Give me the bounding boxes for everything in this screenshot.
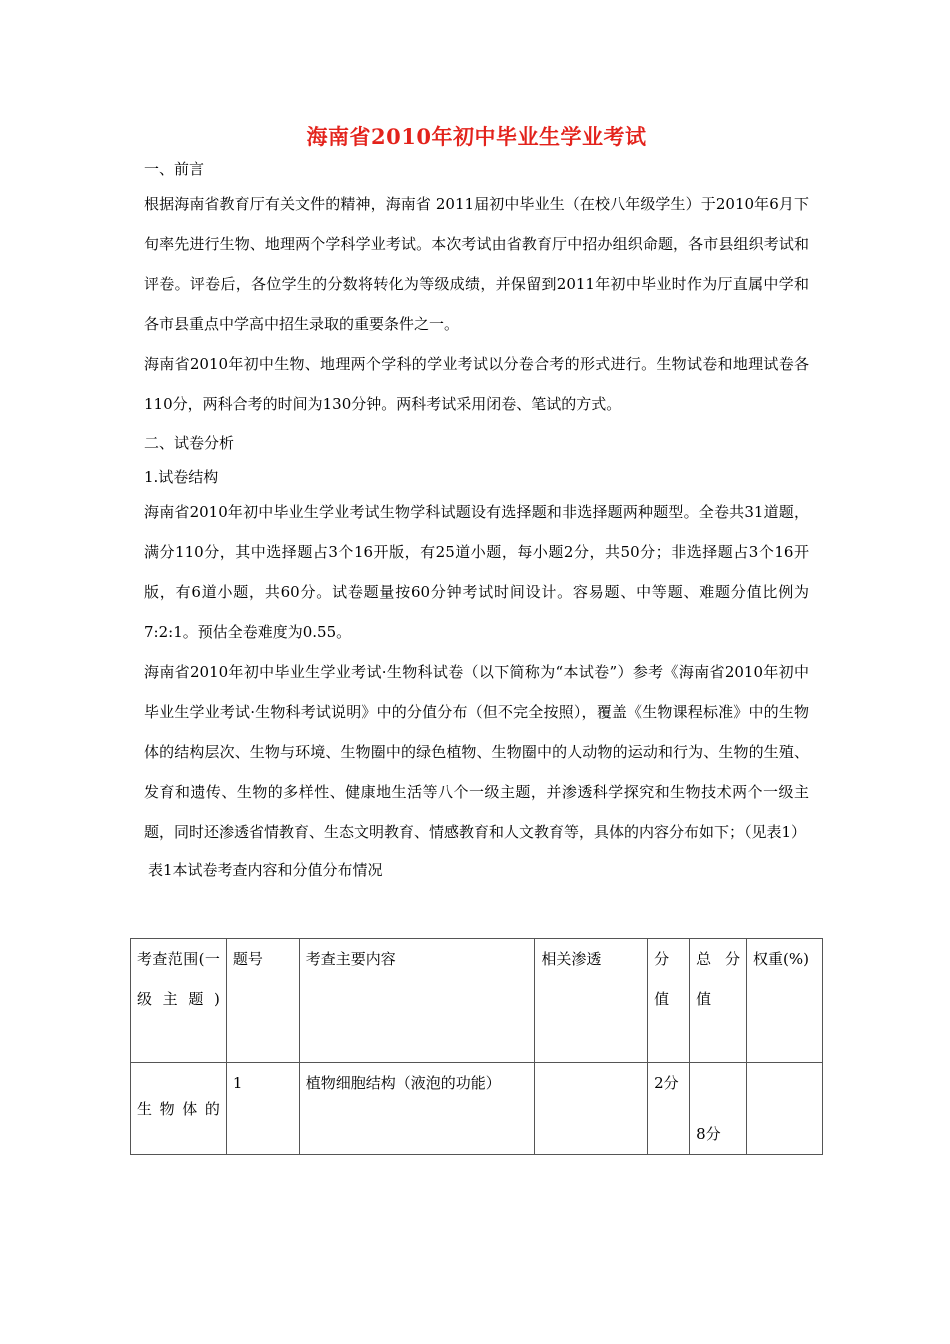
paragraph-4: 海南省2010年初中毕业生学业考试·生物科试卷（以下简称为“本试卷”）参考《海南省2010年初中毕业生学业考试·生物科考试说明》中的分值分布（但不完全按照），覆盖《生物课程标准》中的生物体的结构层次、生物与环境、生物圈中的绿色植物、生物圈中的人动物的运动和行为、生物的生殖、发育和遗传、生物的多样性、健康地生活等八个一级主题，并渗透科学探究和生物技术两个一级主题，同时还渗透省情教育、生态文明教育、情感教育和人文教育等，具体的内容分布如下；（见表1） — [144, 663, 809, 841]
cell-total: 8分 — [690, 1063, 747, 1155]
header-scope: 考查范围(一级主题) — [131, 939, 227, 1063]
header-points: 分值 — [648, 939, 690, 1063]
header-number: 题号 — [226, 939, 299, 1063]
header-total: 总 分值 — [690, 939, 747, 1063]
document-body — [144, 120, 809, 884]
cell-related — [535, 1063, 648, 1155]
header-weight: 权重(%) — [747, 939, 823, 1063]
content-distribution-table — [130, 938, 823, 1155]
cell-points: 2分 — [648, 1063, 690, 1155]
paragraph-3: 海南省2010年初中毕业生学业考试生物学科试题设有选择题和非选择题两种题型。全卷共31道题，满分110分，其中选择题占3个16开版，有25道小题，每小题2分，共50分；非选择题占3个16开版，有6道小题，共60分。试卷题量按60分钟考试时间设计。容易题、中等题、难题分值比例为7:2:1。预估全卷难度为0.55。 — [144, 503, 809, 641]
section-heading-preface: 一、前言 — [144, 160, 205, 178]
header-content: 考查主要内容 — [299, 939, 535, 1063]
table-header-row — [131, 939, 823, 1063]
cell-weight — [747, 1063, 823, 1155]
cell-content: 植物细胞结构（液泡的功能） — [299, 1063, 535, 1155]
cell-scope: 生物体的 — [131, 1063, 227, 1155]
table-row — [131, 1063, 823, 1155]
header-related: 相关渗透 — [535, 939, 648, 1063]
cell-number: 1 — [226, 1063, 299, 1155]
table-caption: 表1本试卷考查内容和分值分布情况 — [148, 861, 383, 879]
paragraph-1: 根据海南省教育厅有关文件的精神，海南省 2011届初中毕业生（在校八年级学生）于2010年6月下旬率先进行生物、地理两个学科学业考试。本次考试由省教育厅中招办组织命题，各市县组织考试和评卷。评卷后，各位学生的分数将转化为等级成绩，并保留到2011年初中毕业时作为厅直属中学和各市县重点中学高中招生录取的重要条件之一。 — [144, 195, 809, 333]
paragraph-2: 海南省2010年初中生物、地理两个学科的学业考试以分卷合考的形式进行。生物试卷和地理试卷各110分，两科合考的时间为130分钟。两科考试采用闭卷、笔试的方式。 — [144, 355, 809, 413]
document-title: 海南省2010年初中毕业生学业考试 — [306, 124, 647, 149]
subsection-heading-structure: 1.试卷结构 — [144, 468, 219, 486]
section-heading-analysis: 二、试卷分析 — [144, 434, 235, 452]
